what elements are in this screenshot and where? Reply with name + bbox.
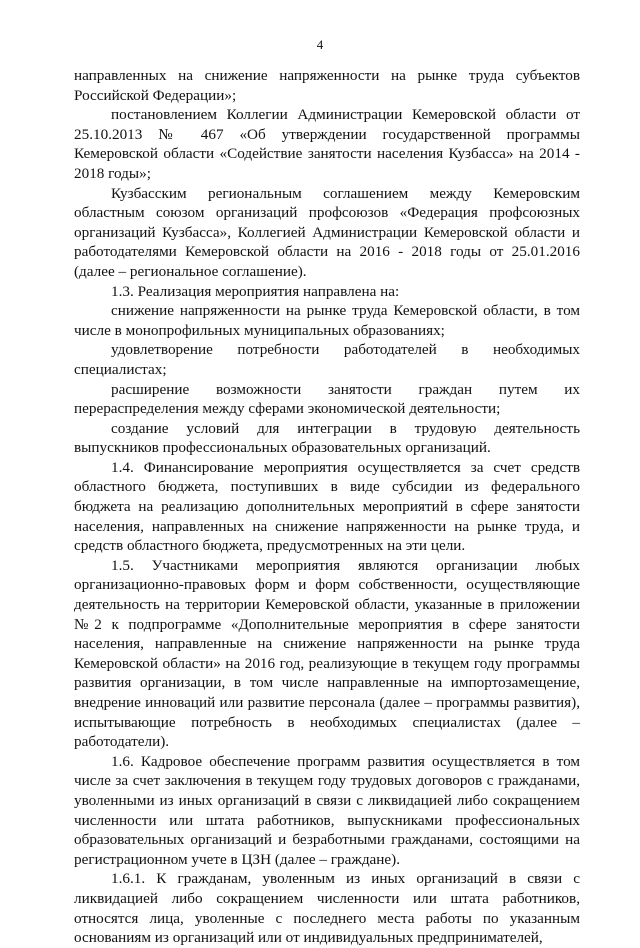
paragraph-section-1-6-1: 1.6.1. К гражданам, уволенным из иных организаций в связи с ликвидацией либо сокращением численности или штата работников, относятся лица, уволенные с последнего места работы по указанным основаниям из организаций или от индивидуальных предпринимателей, [74, 870, 580, 947]
paragraph-section-1-5: 1.5. Участниками мероприятия являются организации любых организационно-правовых форм и форм собственности, осуществляющие деятельность на территории Кемеровской области, указанные в приложении №2 к подпрограмме «Дополнительные мероприятия в сфере занятости населения, направленные на снижение напряженности на рынке труда Кемеровской области» на 2016 год, реализующие в текущем году программы развития организации, в том числе направленные на импортозамещение, внедрение инноваций или развитие персонала (далее – программы развития), испытывающие потребность в необходимых специалистах (далее – работодатели). [74, 556, 580, 751]
paragraph-regional-agreement: Кузбасским региональным соглашением между Кемеровским областным союзом организаций профсоюзов «Федерация профсоюзных организаций Кузбасса», Коллегией Администрации Кемеровской области и работодателями Кемеровской области на 2016 - 2018 годы от 25.01.2016 (далее – региональное соглашение). [74, 184, 580, 280]
paragraph-goal-demand: удовлетворение потребности работодателей в необходимых специалистах; [74, 341, 580, 378]
paragraph-section-1-4: 1.4. Финансирование мероприятия осуществляется за счет средств областного бюджета, поступивших в виде субсидии из федерального бюджета на реализацию дополнительных мероприятий в сфере занятости населения, направленных на снижение напряженности на рынке труда, и средств областного бюджета, предусмотренных на эти цели. [74, 458, 580, 555]
paragraph-resolution-reference: постановлением Коллегии Администрации Кемеровской области от 25.10.2013 № 467 «Об утверждении государственной программы Кемеровской области «Содействие занятости населения Кузбасса» на 2014 - 2018 годы»; [74, 106, 580, 182]
paragraph-goal-tension: снижение напряженности на рынке труда Кемеровской области, в том числе в монопрофильных муниципальных образованиях; [74, 302, 580, 339]
paragraph-goal-graduates: создание условий для интеграции в трудовую деятельность выпускников профессиональных образовательных организаций. [74, 419, 580, 457]
paragraph-section-1-6: 1.6. Кадровое обеспечение программ развития осуществляется в том числе за счет заключения в текущем году трудовых договоров с гражданами, уволенными из иных организаций в связи с ликвидацией либо сокращением численности или штата работников, выпускниками профессиональных образовательных организаций и безработными гражданами, состоящими на регистрационном учете в ЦЗН (далее – граждане). [74, 752, 580, 868]
paragraph-goal-employment: расширение возможности занятости граждан путем их перераспределения между сферами экономической деятельности; [74, 380, 580, 418]
document-body [74, 66, 580, 948]
paragraph-section-1-3: 1.3. Реализация мероприятия направлена на: [111, 282, 400, 300]
page-number: 4 [316, 37, 324, 52]
paragraph-continuation: направленных на снижение напряженности на рынке труда субъектов Российской Федерации»; [74, 67, 580, 104]
